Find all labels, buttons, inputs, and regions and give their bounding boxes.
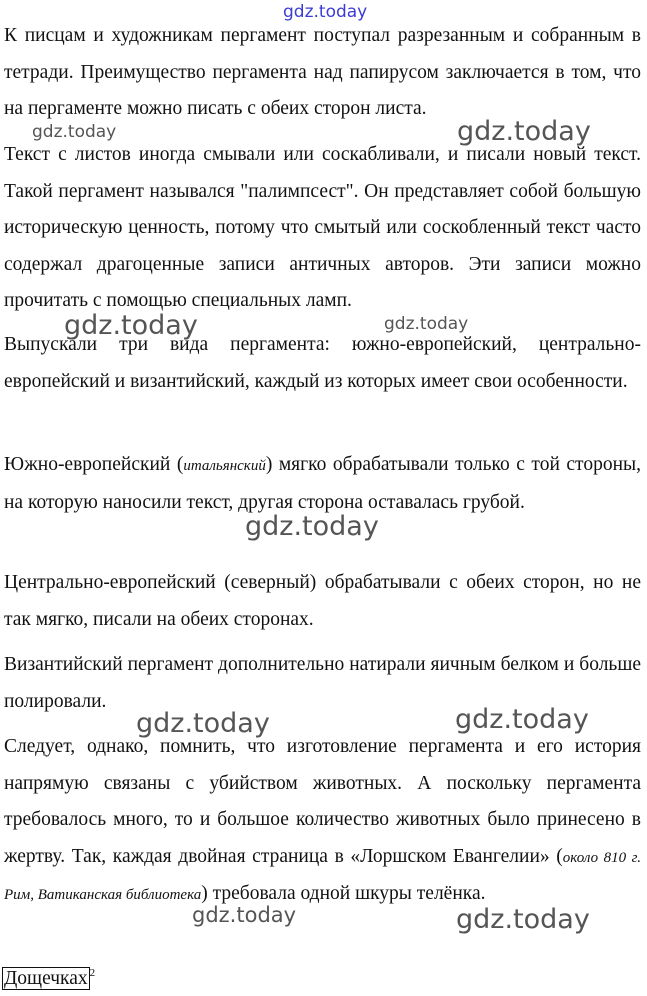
watermark-text: gdz.today <box>245 511 379 542</box>
paragraph-parchment-intro: К писцам и художникам пергамент поступал разрезанным и собранным в тетради. Преимущество пергамента над папирусом заключается в том, что на пергаменте можно писать с обеих сторон листа. <box>4 25 641 119</box>
italic-note: около 810 г. Рим, Ватиканская библиотека <box>4 849 642 903</box>
footer-heading <box>2 958 95 994</box>
text-segment: Следует, однако, помнить, что изготовление пергамента и его история напрямую связаны с убийством животных. А поскольку пергамента требовалось много, то и большое количество животных было принесено в жертву. Так, каждая двойная страница в «Лоршском Евангелии» ( <box>4 736 641 867</box>
paragraph-central-european: Центрально-европейский (северный) обрабатывали с обеих сторон, но не так мягко, писали на обеих сторонах. <box>4 572 641 630</box>
watermark-text: gdz.today <box>64 310 198 341</box>
watermark-text: gdz.today <box>456 904 590 935</box>
paragraph-three-types: Выпускали три вида пергамента: южно-европейский, центрально-европейский и византийский, каждый из которых имеет свои особенности. <box>4 334 641 392</box>
paragraph-animals <box>4 729 641 914</box>
paragraph-byzantine: Византийский пергамент дополнительно натирали яичным белком и больше полировали. <box>4 654 641 712</box>
watermark-text: gdz.today <box>192 903 297 927</box>
watermark-text: gdz.today <box>136 708 270 739</box>
italic-note: итальянский <box>183 458 266 474</box>
paragraph-palimpsest: Текст с листов иногда смывали или соскабливали, и писали новый текст. Такой пергамент назывался "палимпсест". Он представляет собой большую историческую ценность, потому что смытый или соскобленный текст часто содержал драгоценные записи античных авторов. Эти записи можно прочитать с помощью специальных ламп. <box>4 144 641 311</box>
paragraph-south-european <box>4 447 641 521</box>
watermark-text: gdz.today <box>283 2 368 22</box>
text-segment: Южно-европейский ( <box>4 454 184 475</box>
footnote-marker: 2 <box>89 967 96 979</box>
watermark-text: gdz.today <box>455 704 589 735</box>
footer-word: Дощечках <box>4 967 88 989</box>
watermark-text: gdz.today <box>384 314 469 334</box>
watermark-text: gdz.today <box>457 116 591 147</box>
text-segment: ) требовала одной шкуры телёнка. <box>201 883 486 904</box>
watermark-text: gdz.today <box>32 122 117 142</box>
text-segment: ) мягко обрабатывали только с той стороны, на которую наносили текст, другая сторона оставалась грубой. <box>4 454 641 513</box>
